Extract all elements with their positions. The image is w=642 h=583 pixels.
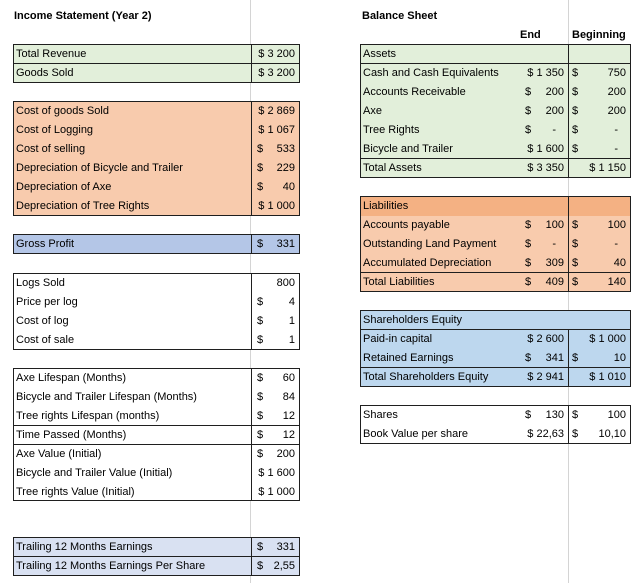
end-value: -	[552, 238, 556, 250]
row-value: $ 1 000	[258, 200, 295, 212]
row-label: Total Assets	[363, 162, 422, 174]
row-value: 1	[288, 315, 295, 327]
table-row	[14, 64, 299, 83]
table-row	[14, 293, 299, 312]
table-row	[361, 64, 630, 83]
beginning-dollar: $	[572, 428, 579, 440]
dollar-sign: $	[257, 429, 264, 441]
end-value: 200	[545, 105, 564, 117]
table-row	[361, 102, 630, 121]
row-label: Assets	[363, 48, 397, 60]
row-label: Trailing 12 Months Earnings Per Share	[16, 560, 206, 572]
row-value: 331	[276, 541, 295, 553]
equity-block	[360, 310, 631, 387]
end-value: 130	[545, 409, 564, 421]
gross-profit-block	[13, 234, 300, 254]
row-value: 200	[276, 448, 295, 460]
beginning-value: 100	[607, 409, 626, 421]
row-label: Total Liabilities	[363, 276, 435, 288]
table-row	[14, 121, 299, 140]
row-value: 12	[282, 410, 295, 422]
row-label: Bicycle and Trailer Lifespan (Months)	[16, 391, 197, 403]
row-label: Total Revenue	[16, 48, 87, 60]
row-value: $ 3 200	[258, 48, 295, 60]
row-label: Accounts payable	[363, 219, 450, 231]
row-value: 1	[288, 334, 295, 346]
row-value: $ 1 600	[258, 467, 295, 479]
beginning-dollar: $	[572, 238, 579, 250]
end-value: 341	[545, 352, 564, 364]
table-row	[14, 388, 299, 407]
beginning-value: $ 1 010	[589, 371, 626, 383]
row-value: 533	[276, 143, 295, 155]
table-row	[14, 159, 299, 178]
table-row	[14, 235, 299, 254]
row-label: Paid-in capital	[363, 333, 433, 345]
beginning-dollar: $	[572, 257, 579, 269]
table-row	[14, 274, 299, 293]
end-dollar: $	[525, 352, 532, 364]
table-row	[14, 197, 299, 216]
dollar-sign: $	[257, 315, 264, 327]
row-label: Axe Value (Initial)	[16, 448, 102, 460]
row-label: Bicycle and Trailer Value (Initial)	[16, 467, 173, 479]
table-row	[14, 538, 299, 557]
dollar-sign: $	[257, 238, 264, 250]
row-label: Accumulated Depreciation	[363, 257, 492, 269]
dollar-sign: $	[257, 296, 264, 308]
end-dollar: $	[525, 257, 532, 269]
beginning-dollar: $	[572, 409, 579, 421]
row-label: Book Value per share	[363, 428, 468, 440]
table-row	[361, 197, 630, 216]
end-value: 100	[545, 219, 564, 231]
dollar-sign: $	[257, 372, 264, 384]
row-value: $ 2 869	[258, 105, 295, 117]
table-row	[14, 312, 299, 331]
row-label: Cost of log	[16, 315, 69, 327]
beginning-value: 100	[607, 219, 626, 231]
row-label: Tree Rights	[363, 124, 420, 136]
end-value: $ 2 941	[527, 371, 564, 383]
table-row	[14, 464, 299, 483]
logs-block	[13, 273, 300, 350]
row-value: 60	[282, 372, 295, 384]
row-label: Trailing 12 Months Earnings	[16, 541, 153, 553]
beginning-dollar: $	[572, 276, 579, 288]
row-label: Depreciation of Bicycle and Trailer	[16, 162, 183, 174]
beginning-value: 140	[607, 276, 626, 288]
table-row	[14, 557, 299, 576]
end-dollar: $	[525, 86, 532, 98]
table-row	[14, 178, 299, 197]
table-row	[361, 216, 630, 235]
row-value: 229	[276, 162, 295, 174]
table-row	[14, 369, 299, 388]
row-label: Shareholders Equity	[363, 314, 463, 326]
row-value: 2,55	[273, 560, 295, 572]
balance-sheet-title: Balance Sheet	[362, 10, 438, 22]
row-value: $ 1 067	[258, 124, 295, 136]
beginning-value: 200	[607, 105, 626, 117]
row-label: Outstanding Land Payment	[363, 238, 497, 250]
row-label: Cost of sale	[16, 334, 75, 346]
row-value: 800	[276, 277, 295, 289]
row-label: Price per log	[16, 296, 78, 308]
dollar-sign: $	[257, 541, 264, 553]
table-row	[14, 445, 299, 464]
row-label: Axe Lifespan (Months)	[16, 372, 127, 384]
row-label: Goods Sold	[16, 67, 74, 79]
table-row	[361, 159, 630, 178]
row-label: Shares	[363, 409, 398, 421]
end-value: 200	[545, 86, 564, 98]
row-label: Tree rights Value (Initial)	[16, 486, 135, 498]
dollar-sign: $	[257, 560, 264, 572]
dollar-sign: $	[257, 181, 264, 193]
end-dollar: $	[525, 219, 532, 231]
beginning-value: 750	[607, 67, 626, 79]
table-row	[361, 311, 630, 330]
column-header-end: End	[520, 29, 541, 41]
end-value: 309	[545, 257, 564, 269]
beginning-dollar: $	[572, 86, 579, 98]
table-row	[361, 254, 630, 273]
beginning-value: -	[614, 143, 618, 155]
beginning-dollar: $	[572, 143, 579, 155]
row-label: Logs Sold	[16, 277, 65, 289]
beginning-dollar: $	[572, 67, 579, 79]
row-label: Axe	[363, 105, 382, 117]
table-row	[361, 273, 630, 292]
row-label: Retained Earnings	[363, 352, 454, 364]
table-row	[361, 121, 630, 140]
table-row	[14, 426, 299, 445]
table-row	[14, 331, 299, 350]
dollar-sign: $	[257, 334, 264, 346]
income-statement-title: Income Statement (Year 2)	[14, 10, 152, 22]
end-value: $ 2 600	[527, 333, 564, 345]
table-row	[14, 140, 299, 159]
dollar-sign: $	[257, 143, 264, 155]
table-row	[361, 83, 630, 102]
liabilities-block	[360, 196, 631, 292]
beginning-dollar: $	[572, 352, 579, 364]
table-row	[361, 368, 630, 387]
row-value: 84	[282, 391, 295, 403]
row-label: Time Passed (Months)	[16, 429, 127, 441]
assets-block	[360, 44, 631, 178]
shares-block	[360, 405, 631, 444]
end-value: -	[552, 124, 556, 136]
beginning-value: $ 1 150	[589, 162, 626, 174]
table-row	[361, 140, 630, 159]
end-dollar: $	[525, 276, 532, 288]
row-label: Cost of Logging	[16, 124, 94, 136]
beginning-value: 10,10	[598, 428, 626, 440]
end-dollar: $	[525, 409, 532, 421]
beginning-value: 10	[613, 352, 626, 364]
trailing-earnings-block	[13, 537, 300, 576]
row-value: $ 3 200	[258, 67, 295, 79]
row-label: Bicycle and Trailer	[363, 143, 453, 155]
row-label: Depreciation of Axe	[16, 181, 112, 193]
dollar-sign: $	[257, 391, 264, 403]
column-header-beginning: Beginning	[572, 29, 626, 41]
table-row	[14, 45, 299, 64]
row-label: Cost of goods Sold	[16, 105, 109, 117]
beginning-value: $ 1 000	[589, 333, 626, 345]
end-value: 409	[545, 276, 564, 288]
row-value: 4	[288, 296, 295, 308]
beginning-dollar: $	[572, 219, 579, 231]
row-label: Depreciation of Tree Rights	[16, 200, 150, 212]
dollar-sign: $	[257, 410, 264, 422]
row-value: 12	[282, 429, 295, 441]
end-value: $ 22,63	[527, 428, 564, 440]
table-row	[14, 102, 299, 121]
beginning-dollar: $	[572, 124, 579, 136]
table-row	[361, 235, 630, 254]
table-row	[361, 330, 630, 349]
table-row	[361, 425, 630, 444]
dollar-sign: $	[257, 162, 264, 174]
table-row	[14, 483, 299, 502]
row-label: Gross Profit	[16, 238, 75, 250]
table-row	[361, 406, 630, 425]
dollar-sign: $	[257, 448, 264, 460]
row-label: Cost of selling	[16, 143, 86, 155]
row-label: Total Shareholders Equity	[363, 371, 489, 383]
row-value: $ 1 000	[258, 486, 295, 498]
end-dollar: $	[525, 238, 532, 250]
asset-info-block	[13, 368, 300, 501]
beginning-value: -	[614, 124, 618, 136]
row-label: Cash and Cash Equivalents	[363, 67, 499, 79]
end-value: $ 3 350	[527, 162, 564, 174]
table-row	[14, 407, 299, 426]
row-label: Liabilities	[363, 200, 409, 212]
revenue-block	[13, 44, 300, 83]
table-row	[361, 45, 630, 64]
beginning-value: -	[614, 238, 618, 250]
end-dollar: $	[525, 124, 532, 136]
end-dollar: $	[525, 105, 532, 117]
end-value: $ 1 350	[527, 67, 564, 79]
beginning-dollar: $	[572, 105, 579, 117]
beginning-value: 200	[607, 86, 626, 98]
row-value: 331	[276, 238, 295, 250]
beginning-value: 40	[613, 257, 626, 269]
costs-block	[13, 101, 300, 216]
table-row	[361, 349, 630, 368]
end-value: $ 1 600	[527, 143, 564, 155]
row-label: Accounts Receivable	[363, 86, 466, 98]
row-value: 40	[282, 181, 295, 193]
row-label: Tree rights Lifespan (months)	[16, 410, 160, 422]
